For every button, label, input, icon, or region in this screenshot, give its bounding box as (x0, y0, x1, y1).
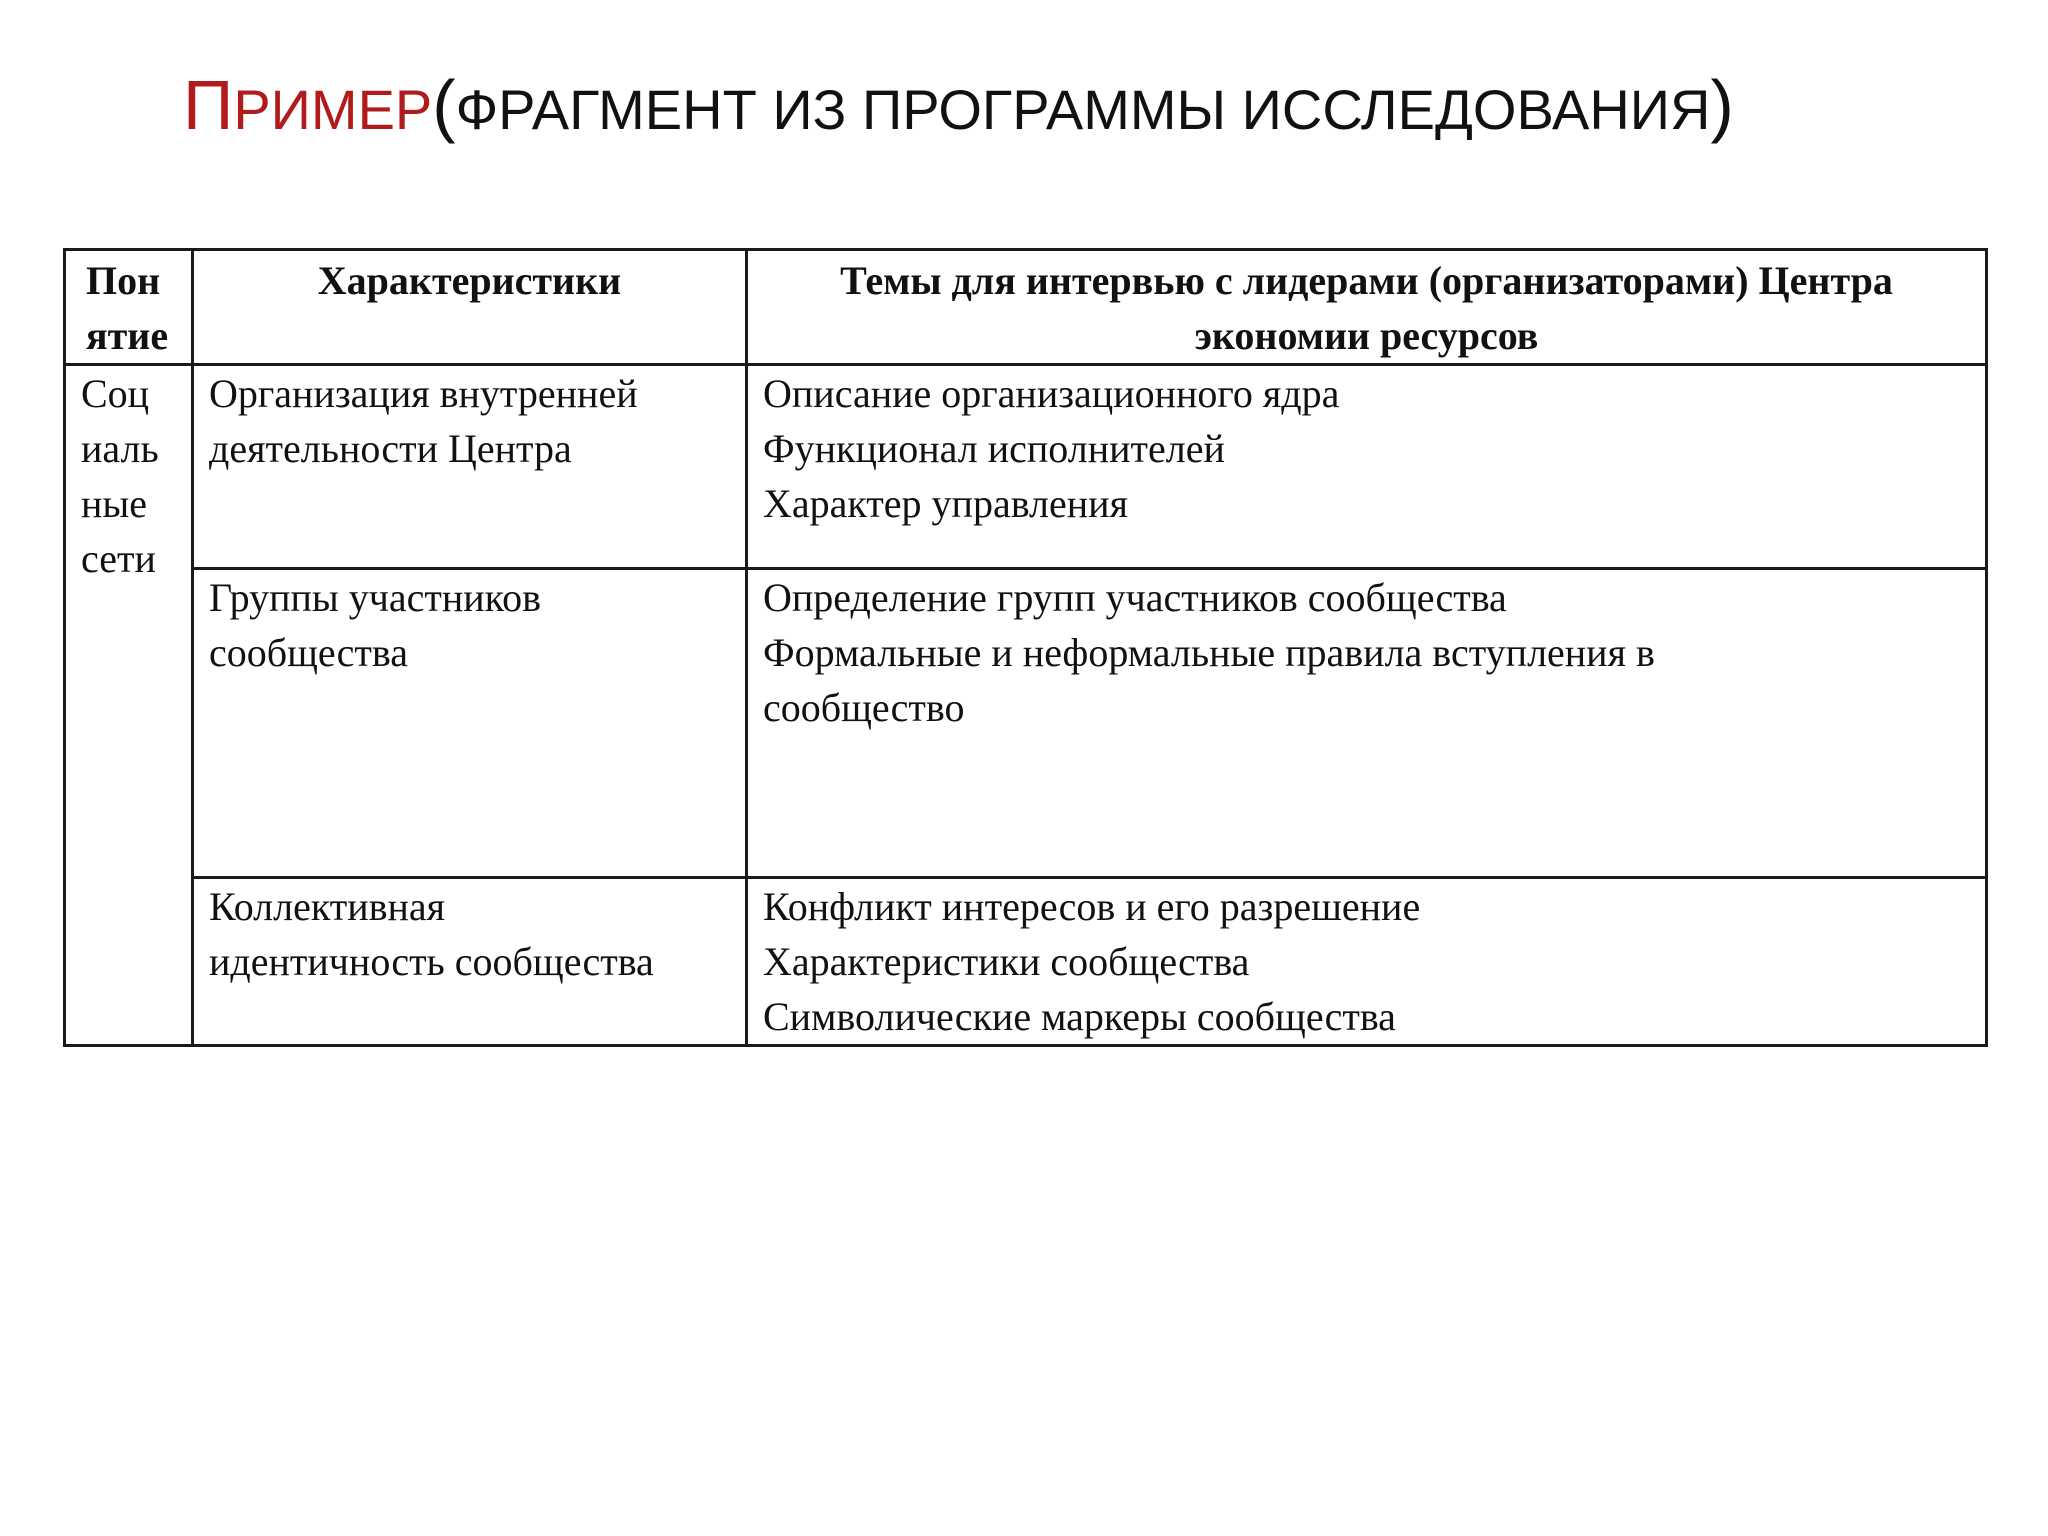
header-topics (747, 250, 1987, 365)
title-open-paren: ( (432, 66, 456, 144)
concept-line: ные (81, 481, 148, 526)
characteristic-line: Группы участников (209, 575, 541, 620)
concept-cell (65, 365, 193, 1046)
topic-line: Функционал исполнителей (763, 426, 1225, 471)
header-concept (65, 250, 193, 365)
topic-line: Формальные и неформальные правила вступления в (763, 630, 1655, 675)
header-concept-line: ятие (86, 313, 169, 358)
concept-line: сети (81, 536, 156, 581)
characteristic-line: идентичность сообщества (209, 939, 654, 984)
characteristic-line: Коллективная (209, 884, 446, 929)
topic-line: Символические маркеры сообщества (763, 994, 1396, 1039)
topic-line: Конфликт интересов и его разрешение (763, 884, 1421, 929)
characteristic-cell (193, 569, 747, 878)
header-topics-line: Темы для интервью с лидерами (организаторами) Центра (840, 258, 1893, 303)
title-subtitle: РАГМЕНТ ИЗ ПРОГРАММЫ ИССЛЕДОВАНИЯ (498, 78, 1711, 141)
topic-line: Описание организационного ядра (763, 371, 1340, 416)
characteristic-line: деятельности Центра (209, 426, 572, 471)
table-row (65, 878, 1987, 1046)
characteristic-cell (193, 878, 747, 1046)
topic-line: сообщество (763, 685, 965, 730)
header-characteristics-label: Характеристики (317, 258, 622, 303)
topics-cell (747, 365, 1987, 569)
concept-line: иаль (81, 426, 159, 471)
table-header-row (65, 250, 1987, 365)
table-row (65, 569, 1987, 878)
topic-line: Характер управления (763, 481, 1128, 526)
header-topics-line: экономии ресурсов (1194, 313, 1539, 358)
title-accent-initial: П (183, 66, 234, 144)
header-characteristics (193, 250, 747, 365)
concept-line: Соц (81, 371, 150, 416)
title-accent-word: РИМЕР (233, 78, 433, 141)
topics-cell (747, 569, 1987, 878)
research-program-table (63, 248, 1988, 1047)
topics-cell (747, 878, 1987, 1046)
header-concept-line: Пон (86, 258, 161, 303)
table-row (65, 365, 1987, 569)
characteristic-cell (193, 365, 747, 569)
topic-line: Определение групп участников сообщества (763, 575, 1507, 620)
characteristic-line: сообщества (209, 630, 409, 675)
characteristic-line: Организация внутренней (209, 371, 638, 416)
topic-line: Характеристики сообщества (763, 939, 1250, 984)
slide-title (183, 60, 1883, 150)
title-close-paren: ) (1710, 66, 1734, 144)
title-subtitle-initial: Ф (455, 78, 499, 141)
